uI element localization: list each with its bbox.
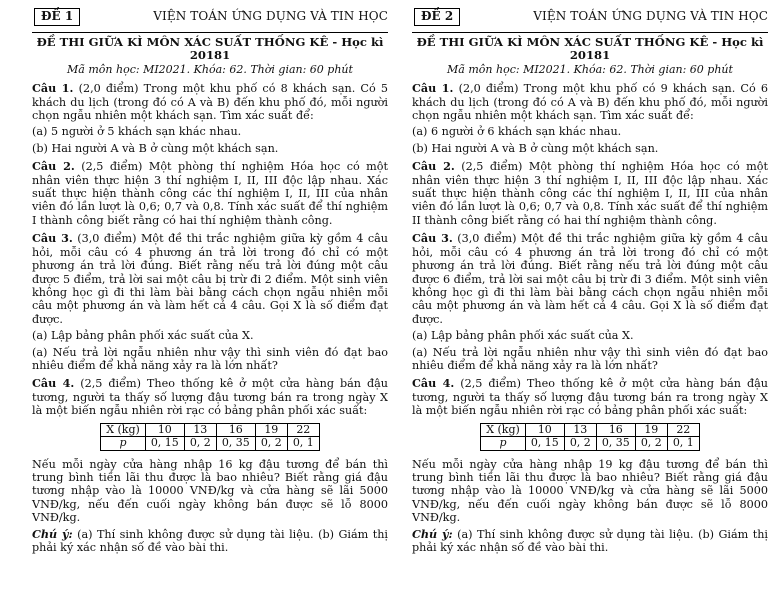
table-cell: 10 [525,423,564,437]
table-cell: 16 [216,423,255,437]
question-4-continuation: Nếu mỗi ngày cửa hàng nhập 19 kg đậu tương để bán thì trung bình tiền lãi thu được là bao nhiêu? Biết rằng giá đậu tương nhập vào là 10000 VNĐ/kg và cửa hàng sẽ lãi 5000 VNĐ/kg, nếu đến cuối ngày không bán được sẽ lỗ 8000 VNĐ/kg. [412,457,768,525]
table-cell: 0, 2 [184,437,216,451]
exam-header [32,6,388,28]
table-cell: 22 [287,423,319,437]
exam-title: ĐỀ THI GIỮA KÌ MÔN XÁC SUẤT THỐNG KÊ - Học kì 20181 [36,35,384,63]
question-text: (2,5 điểm) Một phòng thí nghiệm Hóa học có một nhân viên thực hiện 3 thí nghiệm I, II, III độc lập nhau. Xác suất thực hiện thành công các thí nghiệm I, II, III của nhân viên đó lần lượt là 0,6; 0,7 và 0,8. Tính xác suất để thí nghiệm I thành công biết rằng có hai thí nghiệm thành công. [32,160,389,227]
header-divider [412,32,768,33]
question-1-part-a: (a) 5 người ở 5 khách sạn khác nhau. [32,125,242,139]
question-1 [412,82,768,122]
table-cell: 0, 2 [255,437,287,451]
distribution-table [480,423,700,451]
question-label: Câu 1. [412,81,454,96]
institute-name: VIỆN TOÁN ỨNG DỤNG VÀ TIN HỌC [533,9,768,24]
question-3-part-b: (a) Nếu trả lời ngẫu nhiên như vậy thì sinh viên đó đạt bao nhiêu điểm để khả năng xảy ra là lớn nhất? [32,345,388,372]
exam-header [412,6,768,28]
exam-column-2 [412,6,768,557]
table-cell: 0, 15 [525,437,564,451]
exam-subtitle: Mã môn học: MI2021. Khóa: 62. Thời gian: 60 phút [67,62,353,76]
question-label: Câu 2. [32,159,75,174]
table-cell: 0, 35 [596,437,635,451]
question-1 [32,82,388,122]
question-1-part-b: (b) Hai người A và B ở cùng một khách sạn. [32,141,279,155]
exam-note [412,528,768,555]
question-text: (2,0 điểm) Trong một khu phố có 9 khách sạn. Có 6 khách du lịch (trong đó có A và B) đến khu phố đó, mỗi người chọn ngẫu nhiên một khách sạn. Tìm xác suất để: [412,82,768,123]
table-cell: 0, 15 [145,437,184,451]
question-label: Câu 1. [32,81,74,96]
question-label: Câu 3. [32,231,73,246]
note-label: Chú ý: [412,526,453,541]
question-text: (2,5 điểm) Theo thống kê ở một cửa hàng bán đậu tương, người ta thấy số lượng đậu tương bán ra trong ngày X là một biến ngẫu nhiên rời rạc có bảng phân phối xác suất: [32,377,388,418]
exam-column-1 [32,6,388,557]
question-3 [412,232,768,326]
exam-badge: ĐỀ 1 [34,8,80,25]
distribution-table [100,423,320,451]
table-cell: p [481,437,526,451]
question-text: (3,0 điểm) Một đề thi trắc nghiệm giữa kỳ gồm 4 câu hỏi, mỗi câu có 4 phương án trả lời trong đó chỉ có một phương án trả lời đúng. Biết rằng nếu trả lời đúng một câu được 6 điểm, trả lời sai một câu bị trừ đi 3 điểm. Một sinh viên không học gì đi thi làm bài bằng cách chọn ngẫu nhiên mỗi câu một phương án và làm hết cả 4 câu. Gọi X là số điểm đạt được. [412,232,768,326]
table-cell: 0, 1 [287,437,319,451]
question-label: Câu 4. [412,376,455,391]
table-cell: X (kg) [481,423,526,437]
table-cell: 0, 35 [216,437,255,451]
question-label: Câu 4. [32,376,75,391]
exam-badge: ĐỀ 2 [414,8,460,25]
table-cell: 16 [596,423,635,437]
table-cell: 0, 1 [667,437,699,451]
table-row-p [481,437,700,451]
question-3-part-a: (a) Lập bảng phân phối xác suất của X. [412,329,634,343]
question-2 [32,160,388,227]
question-2 [412,160,768,227]
table-cell: p [101,437,146,451]
question-3 [32,232,388,326]
table-cell: 13 [564,423,596,437]
table-cell: 10 [145,423,184,437]
question-1-part-b: (b) Hai người A và B ở cùng một khách sạn. [412,141,659,155]
table-cell: 19 [255,423,287,437]
question-3-part-a: (a) Lập bảng phân phối xác suất của X. [32,329,254,343]
table-cell: 13 [184,423,216,437]
question-text: (3,0 điểm) Một đề thi trắc nghiệm giữa kỳ gồm 4 câu hỏi, mỗi câu có 4 phương án trả lời trong đó chỉ có một phương án trả lời đúng. Biết rằng nếu trả lời đúng một câu được 5 điểm, trả lời sai một câu bị trừ đi 2 điểm. Một sinh viên không học gì đi thi làm bài bằng cách chọn ngẫu nhiên mỗi câu một phương án và làm hết cả 4 câu. Gọi X là số điểm đạt được. [32,232,388,326]
table-cell: 19 [635,423,667,437]
note-text: (a) Thí sinh không được sử dụng tài liệu. (b) Giám thị phải ký xác nhận số đề vào bài thi. [32,527,388,554]
table-cell: X (kg) [101,423,146,437]
exam-subtitle: Mã môn học: MI2021. Khóa: 62. Thời gian: 60 phút [447,62,733,76]
note-label: Chú ý: [32,526,73,541]
exam-title: ĐỀ THI GIỮA KÌ MÔN XÁC SUẤT THỐNG KÊ - Học kì 20181 [416,35,764,63]
table-cell: 0, 2 [635,437,667,451]
note-text: (a) Thí sinh không được sử dụng tài liệu. (b) Giám thị phải ký xác nhận số đề vào bài thi. [412,527,768,554]
header-divider [32,32,388,33]
institute-name: VIỆN TOÁN ỨNG DỤNG VÀ TIN HỌC [153,9,388,24]
table-row-x [481,423,700,437]
question-4-continuation: Nếu mỗi ngày cửa hàng nhập 16 kg đậu tương để bán thì trung bình tiền lãi thu được là bao nhiêu? Biết rằng giá đậu tương nhập vào là 10000 VNĐ/kg và cửa hàng sẽ lãi 5000 VNĐ/kg, nếu đến cuối ngày không bán được sẽ lỗ 8000 VNĐ/kg. [32,457,388,525]
question-label: Câu 2. [412,159,455,174]
question-3-part-b: (a) Nếu trả lời ngẫu nhiên như vậy thì sinh viên đó đạt bao nhiêu điểm để khả năng xảy ra là lớn nhất? [412,345,768,372]
table-cell: 0, 2 [564,437,596,451]
question-4 [32,377,388,417]
question-label: Câu 3. [412,231,453,246]
question-text: (2,0 điểm) Trong một khu phố có 8 khách sạn. Có 5 khách du lịch (trong đó có A và B) đến khu phố đó, mỗi người chọn ngẫu nhiên một khách sạn. Tìm xác suất để: [32,82,388,123]
table-cell: 22 [667,423,699,437]
question-4 [412,377,768,417]
table-row-x [101,423,320,437]
table-row-p [101,437,320,451]
question-1-part-a: (a) 6 người ở 6 khách sạn khác nhau. [412,125,622,139]
question-text: (2,5 điểm) Theo thống kê ở một cửa hàng bán đậu tương, người ta thấy số lượng đậu tương bán ra trong ngày X là một biến ngẫu nhiên rời rạc có bảng phân phối xác suất: [412,377,768,418]
exam-note [32,528,388,555]
question-text: (2,5 điểm) Một phòng thí nghiệm Hóa học có một nhân viên thực hiện 3 thí nghiệm I, II, III độc lập nhau. Xác suất thực hiện thành công các thí nghiệm I, II, III của nhân viên đó lần lượt là 0,6; 0,7 và 0,8. Tính xác suất để thí nghiệm II thành công biết rằng có hai thí nghiệm thành công. [412,160,768,227]
